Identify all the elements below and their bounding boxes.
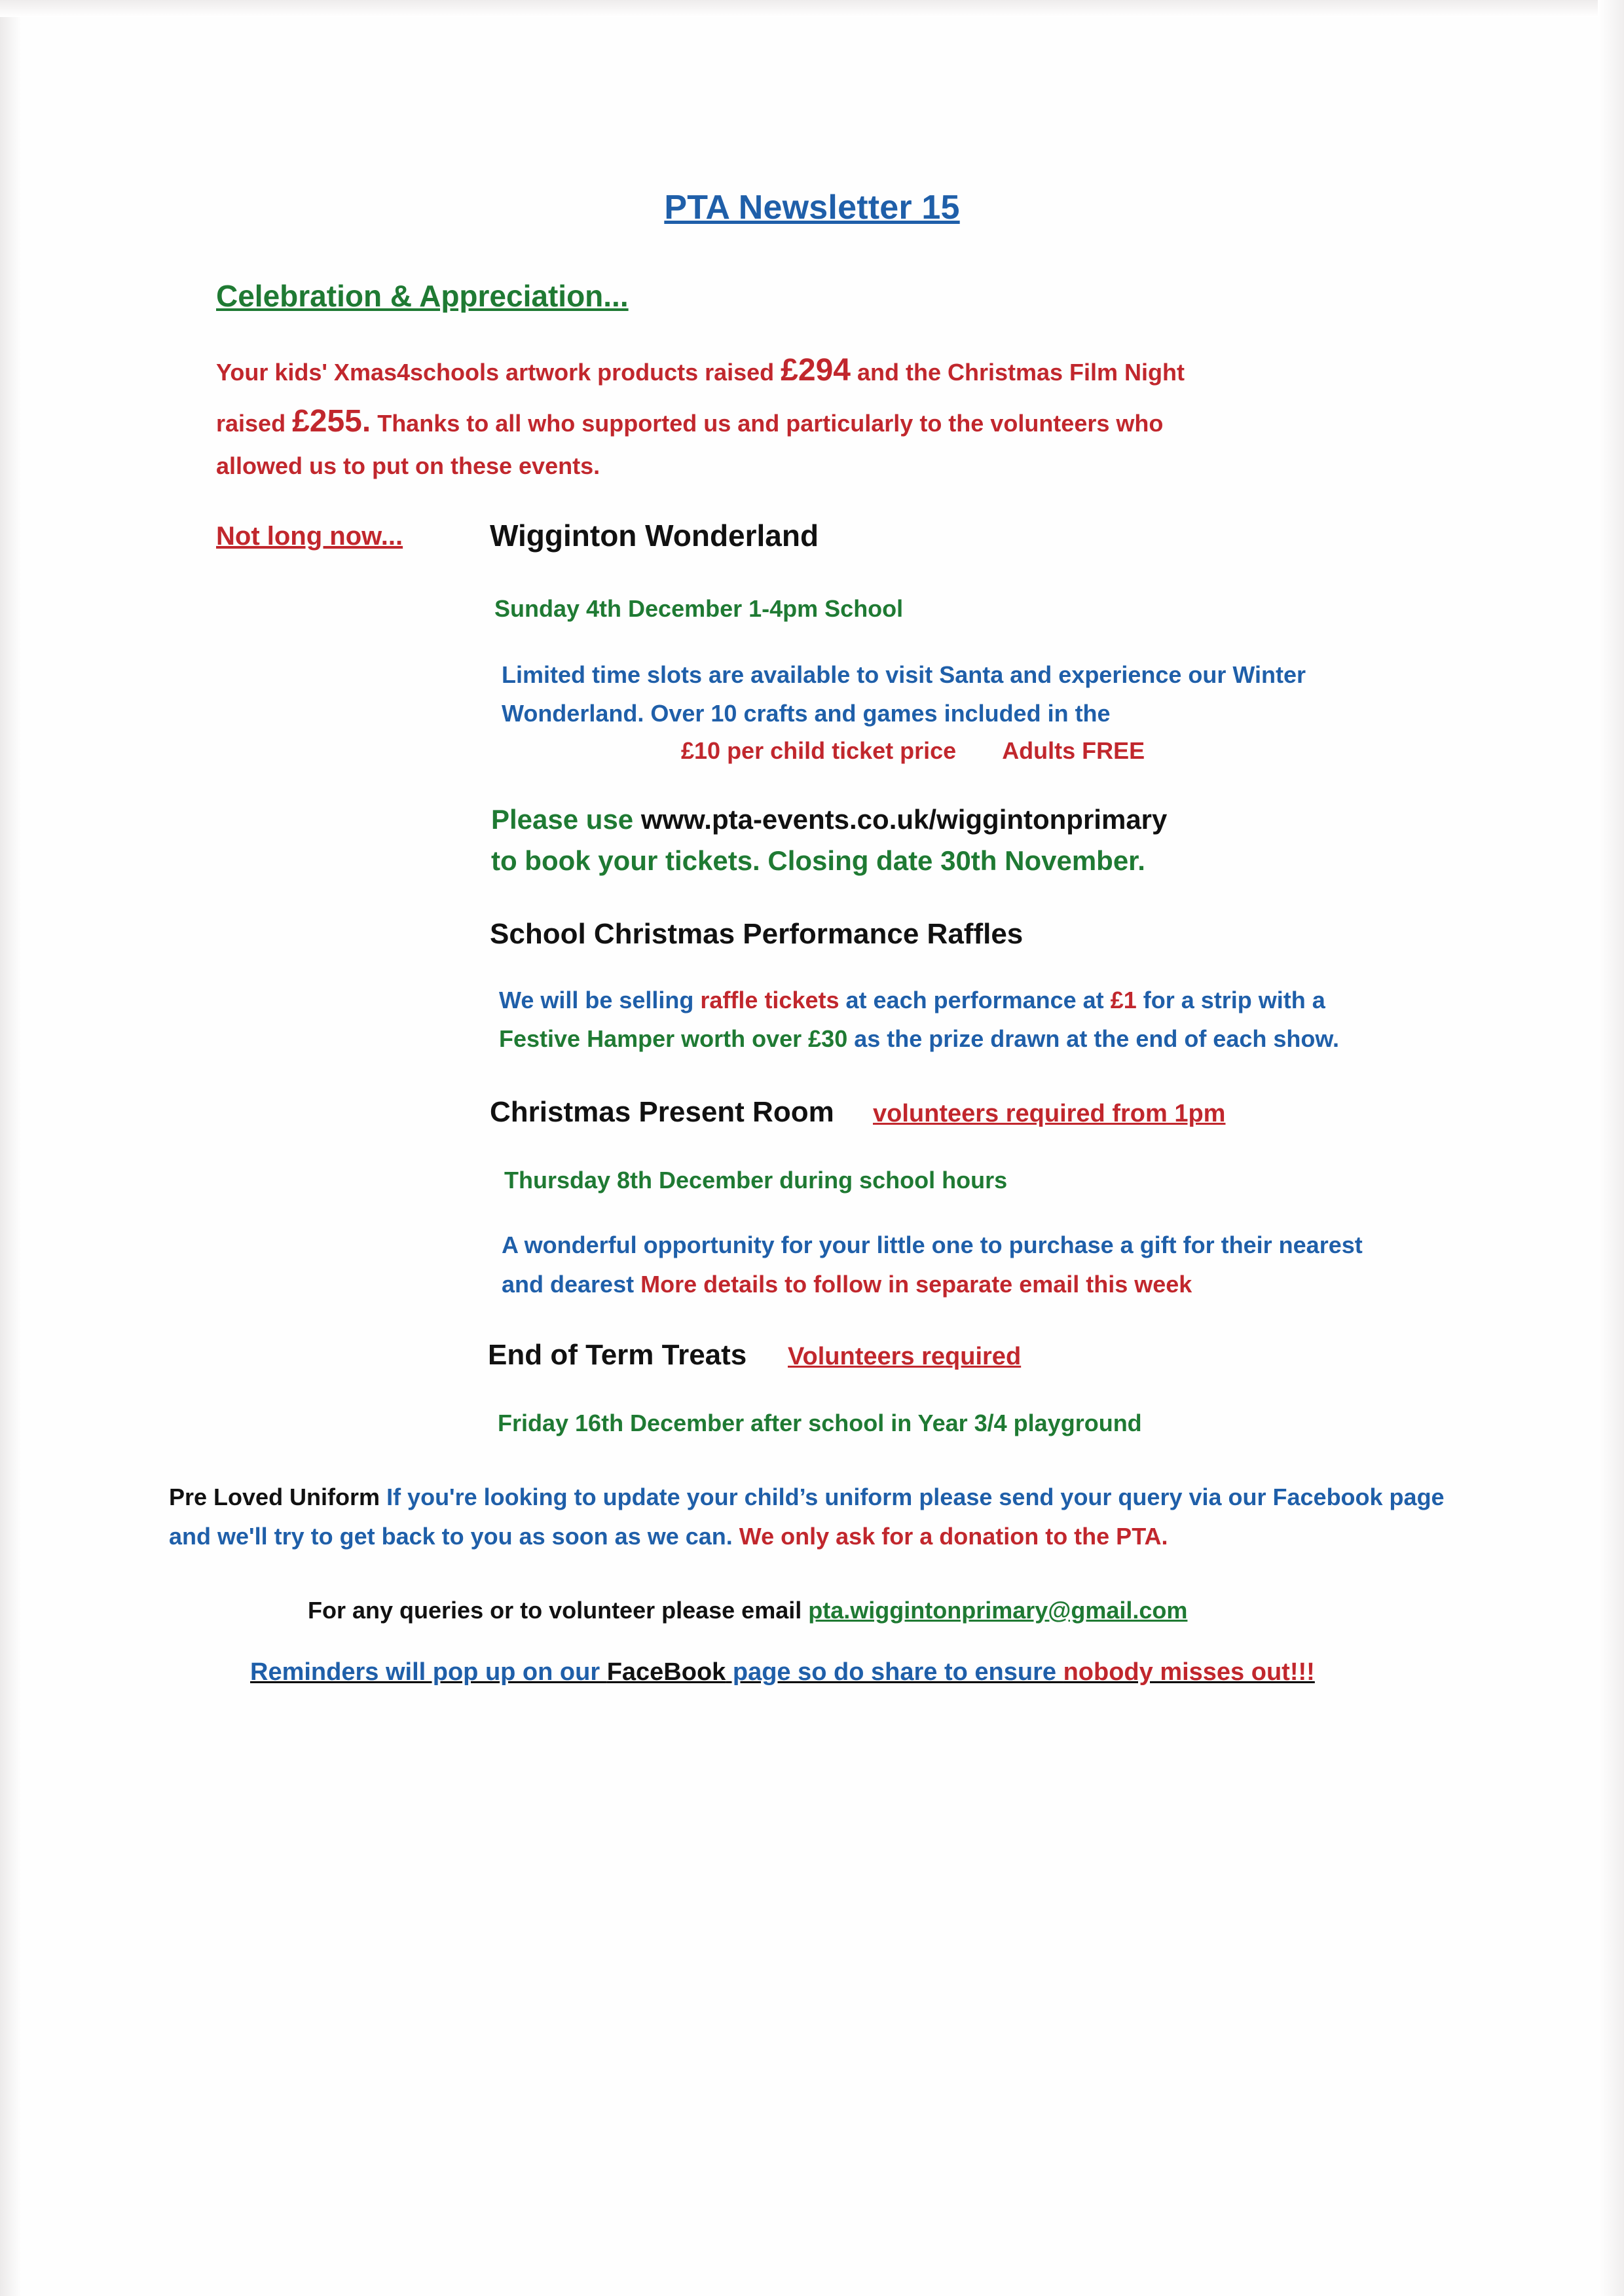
facebook-link[interactable]: FaceBook bbox=[606, 1658, 726, 1686]
heading-present-room: Christmas Present Room bbox=[490, 1096, 834, 1129]
reminders-text-1: Reminders will pop up on our bbox=[250, 1658, 607, 1686]
end-of-term-date-line: Friday 16th December after school in Year 3/4 playground bbox=[498, 1410, 1142, 1437]
present-room-note-red: More details to follow in separate email this week bbox=[640, 1270, 1192, 1298]
wonderland-description: Limited time slots are available to visit Santa and experience our Winter Wonderland. Over 10 crafts and games included in the bbox=[502, 661, 1306, 727]
raffles-description bbox=[499, 981, 1376, 1059]
wonderland-child-price: £10 per child ticket price bbox=[681, 737, 957, 764]
heading-end-of-term-treats: End of Term Treats bbox=[488, 1339, 747, 1372]
present-room-volunteers-note: volunteers required from 1pm bbox=[873, 1100, 1226, 1128]
pre-loved-uniform-body: If you're looking to update your child’s uniform please send your query via our Facebook page and we'll try to get back to you as soon as we can. bbox=[169, 1484, 1445, 1550]
celebration-text-1: Your kids' Xmas4schools artwork products raised bbox=[216, 359, 781, 386]
row-end-of-term bbox=[0, 1339, 1624, 1376]
celebration-text-3: Thanks to all who supported us and particularly to the volunteers who allowed us to put on these events. bbox=[216, 409, 1164, 479]
pre-loved-uniform-label: Pre Loved Uniform bbox=[169, 1484, 380, 1511]
pre-loved-uniform-paragraph bbox=[169, 1478, 1472, 1556]
present-room-text: A wonderful opportunity for your little one to purchase a gift for their nearest and dearest bbox=[502, 1231, 1363, 1298]
row-present-room bbox=[0, 1096, 1624, 1133]
end-of-term-volunteers-note: Volunteers required bbox=[788, 1343, 1022, 1371]
heading-celebration: Celebration & Appreciation... bbox=[216, 279, 629, 313]
celebration-amount-1: £294 bbox=[781, 353, 851, 388]
reminders-text-2: page so do share to ensure bbox=[726, 1658, 1063, 1686]
raffle-tickets-highlight: raffle tickets bbox=[700, 986, 840, 1013]
present-room-date-line: Thursday 8th December during school hours bbox=[504, 1167, 1008, 1194]
celebration-amount-2: £255. bbox=[292, 403, 371, 439]
row-not-long-now bbox=[0, 518, 1624, 561]
raffle-text-2: at each performance at bbox=[839, 986, 1111, 1013]
booking-prefix: Please use bbox=[491, 803, 641, 835]
queries-line bbox=[308, 1597, 1624, 1624]
present-room-description bbox=[502, 1226, 1386, 1303]
raffle-text-1: We will be selling bbox=[499, 986, 701, 1013]
heading-wigginton-wonderland: Wigginton Wonderland bbox=[490, 518, 819, 553]
pre-loved-uniform-donation-note: We only ask for a donation to the PTA. bbox=[739, 1522, 1168, 1550]
celebration-text-2: and the Christmas Film Night raised bbox=[216, 359, 1185, 437]
raffle-text-3: for a strip with a bbox=[1136, 986, 1325, 1013]
booking-url[interactable]: www.pta-events.co.uk/wiggintonprimary bbox=[640, 803, 1168, 835]
booking-instructions bbox=[491, 799, 1624, 881]
heading-raffles: School Christmas Performance Raffles bbox=[490, 917, 1024, 950]
raffle-strip-price: £1 bbox=[1110, 986, 1137, 1013]
page-title: PTA Newsletter 15 bbox=[664, 189, 960, 227]
wonderland-price-line bbox=[681, 737, 1624, 765]
raffle-text-4: as the prize drawn at the end of each show. bbox=[847, 1025, 1340, 1052]
wonderland-adults-price: Adults FREE bbox=[1002, 737, 1145, 764]
queries-text: For any queries or to volunteer please email bbox=[308, 1596, 809, 1624]
paragraph-celebration bbox=[216, 345, 1228, 485]
raffle-hamper-prize: Festive Hamper worth over £30 bbox=[499, 1025, 848, 1052]
wonderland-date-line: Sunday 4th December 1-4pm School bbox=[494, 594, 904, 622]
reminders-line bbox=[250, 1658, 1624, 1686]
booking-suffix: to book your tickets. Closing date 30th November. bbox=[491, 845, 1145, 876]
label-not-long-now: Not long now... bbox=[216, 521, 403, 551]
contact-email-link[interactable]: pta.wiggintonprimary@gmail.com bbox=[808, 1596, 1188, 1624]
reminders-text-3: nobody misses out!!! bbox=[1063, 1658, 1315, 1686]
